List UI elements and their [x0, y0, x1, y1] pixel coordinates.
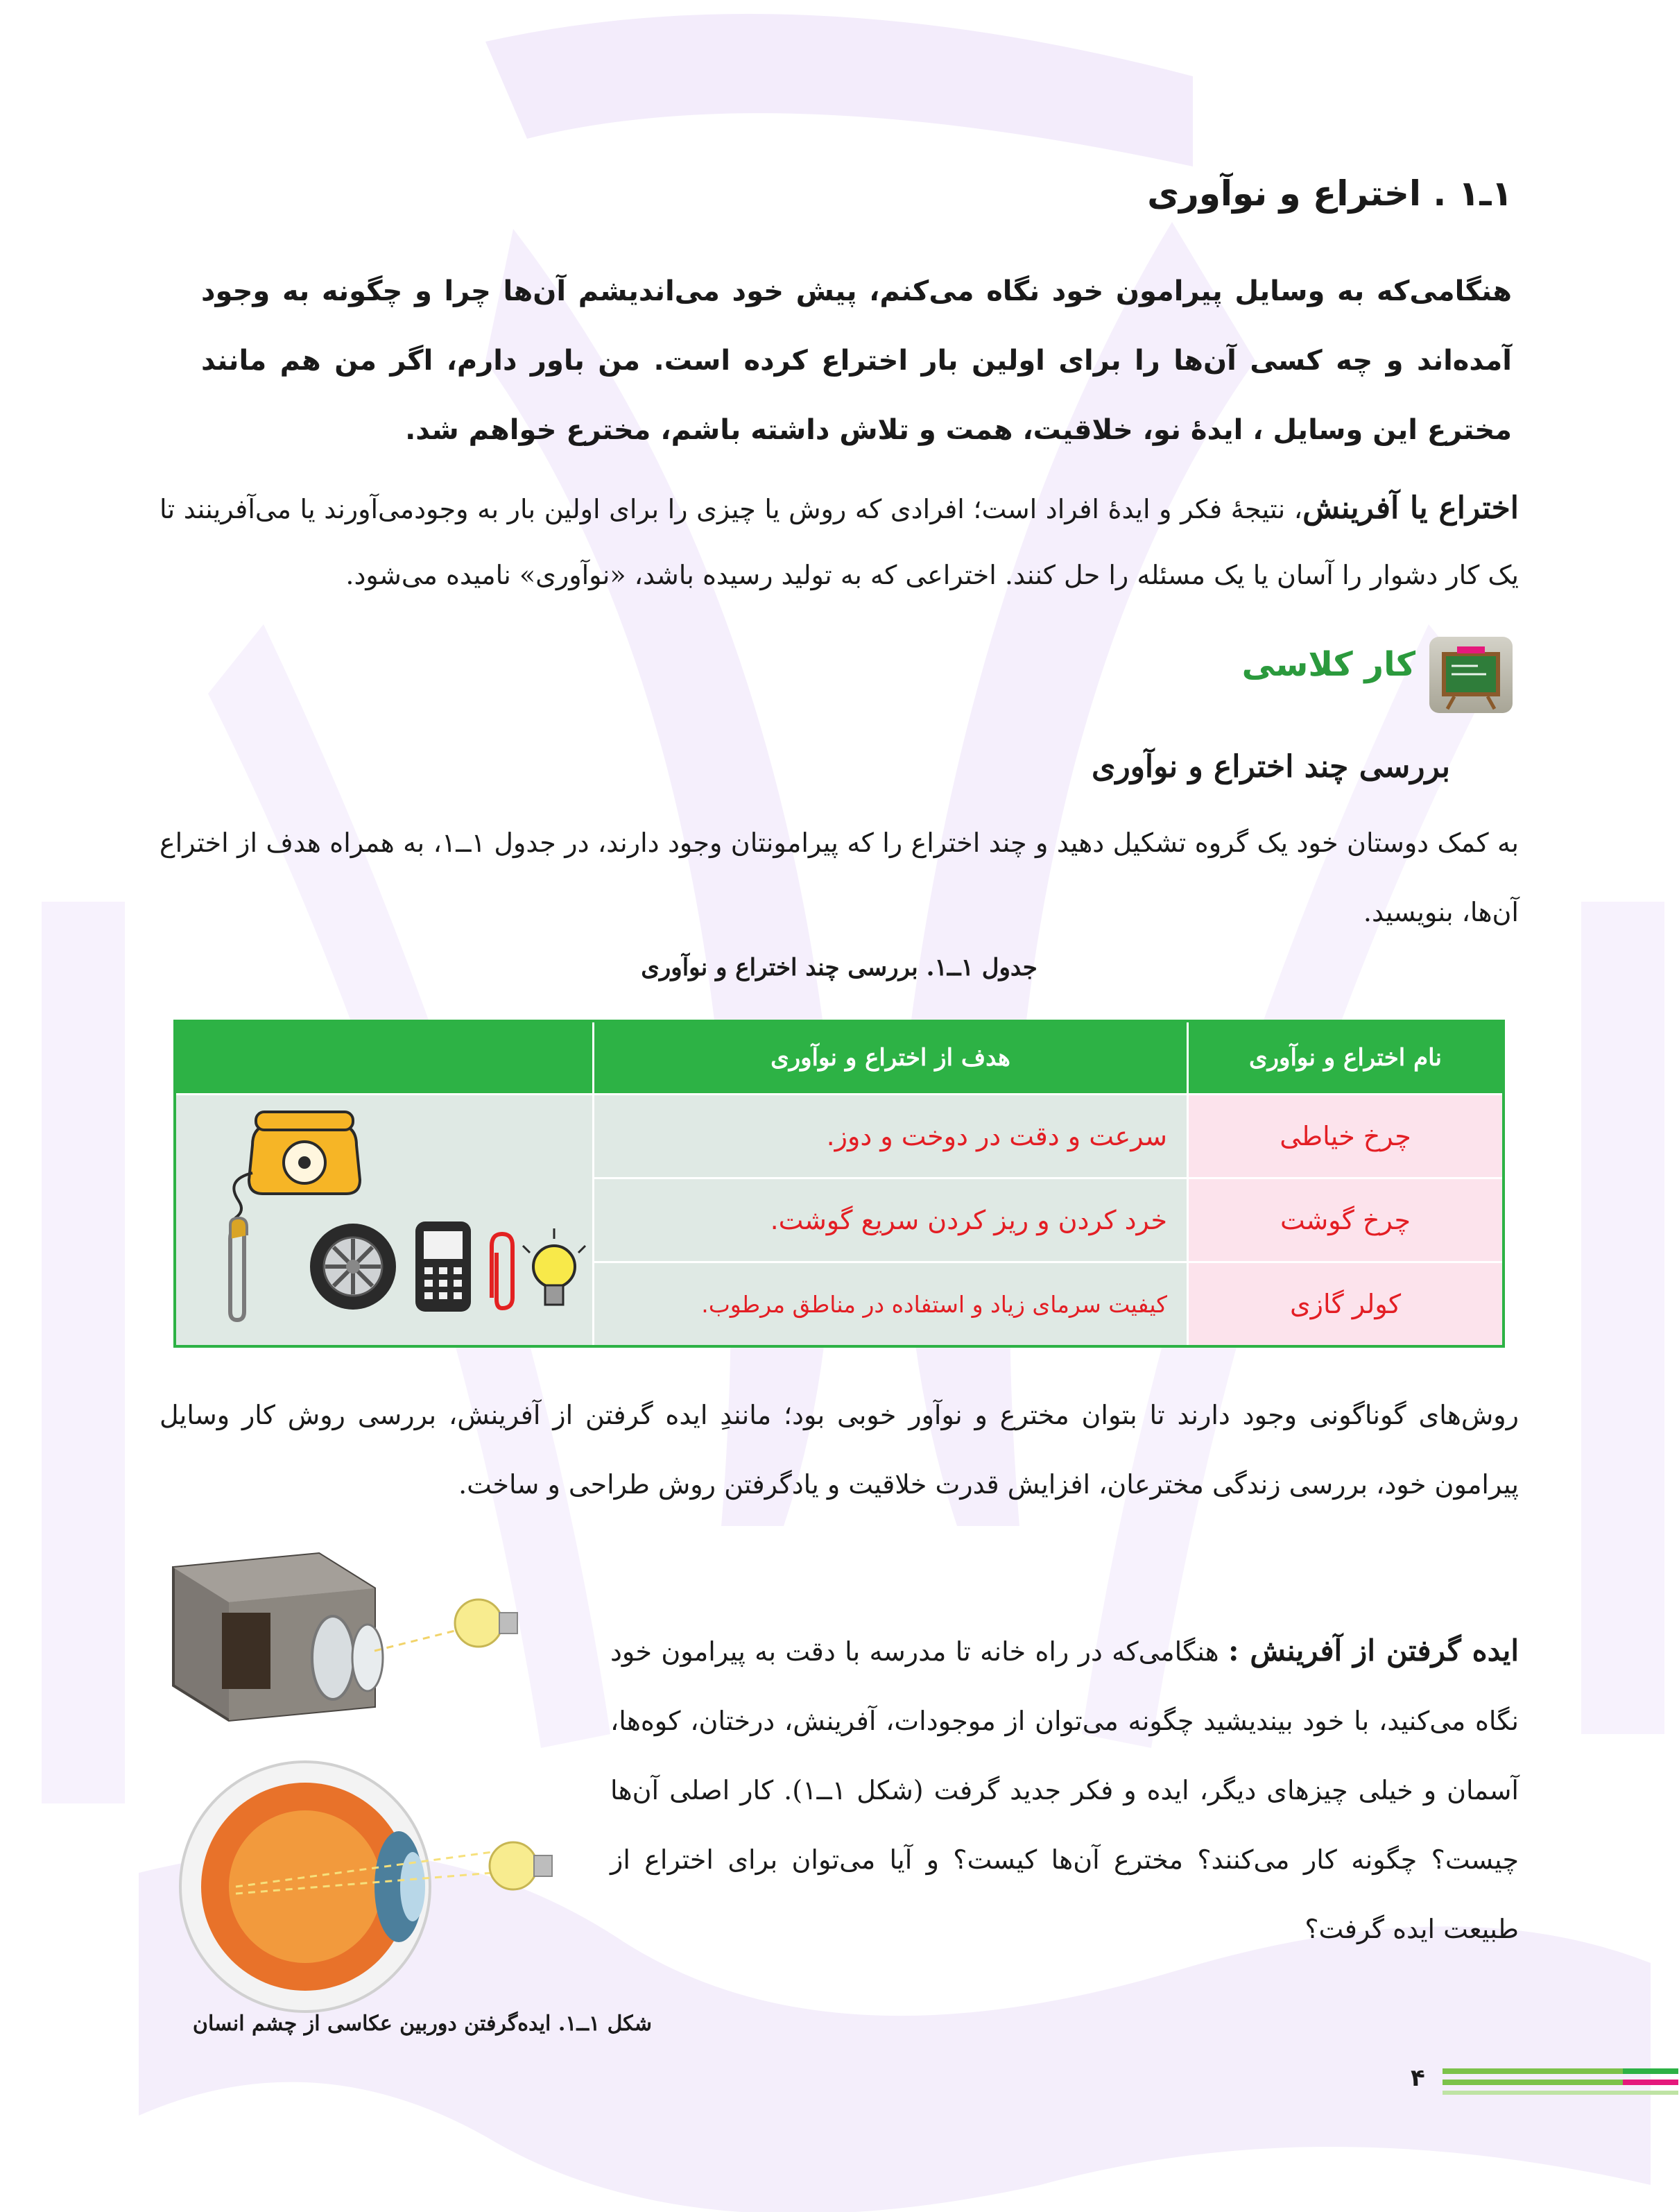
classroom-board-icon: [1429, 637, 1513, 713]
invention-name-cell: کولر گازی: [1188, 1262, 1504, 1347]
figure-caption: شکل ۱ــ۱. ایده‌گرفتن دوربین عکاسی از چشم انسان: [192, 2012, 652, 2036]
car-wheel-icon: [310, 1224, 396, 1310]
figure-camera-eye: [166, 1547, 596, 2018]
nature-ideas-paragraph: [610, 1616, 1519, 1964]
table-row: [175, 1095, 1504, 1178]
safety-pin-icon: [230, 1218, 247, 1320]
definition-paragraph: [160, 475, 1519, 608]
methods-paragraph: روش‌های گوناگونی وجود دارند تا بتوان مخترع و نوآور خوبی بود؛ مانندِ ایده گرفتن از آفرینش، بررسی روش کار وسایل پیرامون خود، بررسی زندگی مخترعان، افزایش قدرت خلاقیت و یادگرفتن روش طراحی و ساخت.: [160, 1400, 1519, 1500]
mobile-phone-icon: [415, 1221, 471, 1312]
section-title: ۱ـ۱ . اختراع و نوآوری: [1147, 173, 1513, 214]
invention-name-cell: چرخ گوشت: [1188, 1178, 1504, 1262]
nature-ideas-term: ایده گرفتن از آفرینش :: [1228, 1634, 1519, 1667]
page-number: ۴: [1411, 2064, 1425, 2092]
footer-stripes: [1443, 2064, 1678, 2099]
light-bulb-icon: [455, 1600, 517, 1647]
light-bulb-icon: [490, 1842, 552, 1889]
definition-text: ، نتیجهٔ فکر و ایدهٔ افراد است؛ افرادی که روش یا چیزی را برای اولین بار به وجودمی‌آورند یا می‌آفرینند تا یک کار دشوار را آسان یا یک مسئله را حل کنند. اختراعی که به تولید رسیده باشد، «نوآوری» نامیده می‌شود.: [160, 494, 1519, 590]
invention-goal-cell: خرد کردن و ریز کردن سریع گوشت.: [594, 1178, 1188, 1262]
table-header-goal: هدف از اختراع و نوآوری: [594, 1021, 1188, 1095]
eye-illustration: [180, 1762, 492, 2012]
inventions-pictures-cell: [175, 1095, 594, 1347]
telephone-icon: [234, 1112, 360, 1218]
invention-name-cell: چرخ خیاطی: [1188, 1095, 1504, 1178]
classwork-subheading: بررسی چند اختراع و نوآوری: [1092, 749, 1450, 785]
camera-illustration: [173, 1554, 472, 1720]
nature-ideas-text: هنگامی‌که در راه خانه تا مدرسه با دقت به پیرامون خود نگاه می‌کنید، با خود بیندیشید چگونه می‌توان از موجودات، آفرینش، درختان، کوه‌ها، آسمان و خیلی چیزهای دیگر، ایده و فکر جدید گرفت (شکل ۱ــ۱). کار اصلی آن‌ها چیست؟ چگونه کار می‌کنند؟ مخترع آن‌ها کیست؟ و آیا می‌توان برای اختراع از طبیعت ایده گرفت؟: [610, 1636, 1519, 1944]
table-header-row: [175, 1021, 1504, 1095]
table-header-pictures: [175, 1021, 594, 1095]
classwork-label: کار کلاسی: [1241, 645, 1415, 684]
light-bulb-icon: [523, 1228, 585, 1305]
classwork-instructions: به کمک دوستان خود یک گروه تشکیل دهید و چند اختراع را که پیرامونتان وجود دارند، در جدول ۱ــ۱، به همراه هدف از اختراع آن‌ها، بنویسید.: [160, 828, 1519, 927]
inventions-table: [173, 1020, 1505, 1348]
invention-goal-cell: سرعت و دقت در دوخت و دوز.: [594, 1095, 1188, 1178]
table-header-name: نام اختراع و نوآوری: [1188, 1021, 1504, 1095]
inventions-pictures: [176, 1097, 592, 1338]
intro-paragraph: هنگامی‌که به وسایل پیرامون خود نگاه می‌کنم، پیش خود می‌اندیشم آن‌ها چرا و چگونه به وجود آمده‌اند و چه کسی آن‌ها را برای اولین بار اختراع کرده است. من باور دارم، اگر من هم مانند مخترع این وسایل ، ایدهٔ نو، خلاقیت، همت و تلاش داشته باشم، مخترع خواهم شد.: [201, 275, 1512, 446]
table-caption: جدول ۱ــ۱. بررسی چند اختراع و نوآوری: [641, 954, 1037, 981]
invention-goal-cell: کیفیت سرمای زیاد و استفاده در مناطق مرطوب.: [594, 1262, 1188, 1347]
definition-term: اختراع یا آفرینش: [1302, 490, 1519, 526]
paper-clip-icon: [492, 1234, 513, 1308]
